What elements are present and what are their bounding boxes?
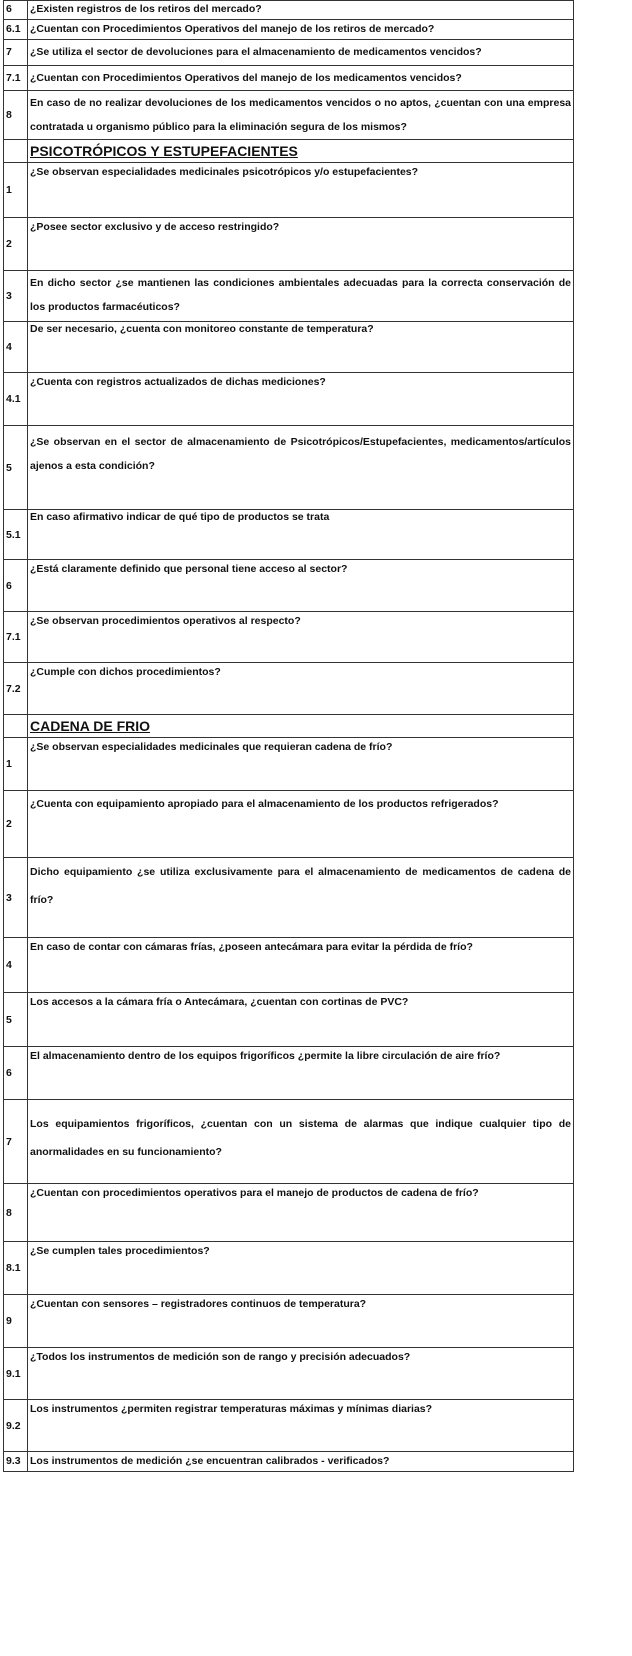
row-number: 6 — [4, 1047, 28, 1100]
question-text: En caso de contar con cámaras frías, ¿poseen antecámara para evitar la pérdida de frío? — [28, 938, 574, 993]
row-number: 2 — [4, 791, 28, 858]
question-text: ¿Existen registros de los retiros del mercado? — [28, 1, 574, 20]
table-row — [4, 426, 574, 510]
question-text: Los instrumentos ¿permiten registrar temperaturas máximas y mínimas diarias? — [28, 1400, 574, 1452]
question-text: ¿Cuentan con Procedimientos Operativos del manejo de los medicamentos vencidos? — [28, 66, 574, 91]
row-number: 7.2 — [4, 663, 28, 715]
table-row — [4, 1, 574, 20]
table-row — [4, 163, 574, 218]
question-text: ¿Cuentan con sensores – registradores continuos de temperatura? — [28, 1295, 574, 1348]
table-row — [4, 66, 574, 91]
question-text: ¿Se observan especialidades medicinales psicotrópicos y/o estupefacientes? — [28, 163, 574, 218]
table-row — [4, 40, 574, 66]
table-row — [4, 560, 574, 612]
question-text: ¿Se cumplen tales procedimientos? — [28, 1242, 574, 1295]
table-row — [4, 1047, 574, 1100]
row-number: 6 — [4, 560, 28, 612]
question-text: El almacenamiento dentro de los equipos frigoríficos ¿permite la libre circulación de aire frío? — [28, 1047, 574, 1100]
row-number: 5 — [4, 426, 28, 510]
checklist-page — [3, 0, 573, 1472]
row-number: 4 — [4, 938, 28, 993]
table-row — [4, 1452, 574, 1472]
row-number: 2 — [4, 218, 28, 271]
row-number: 8 — [4, 91, 28, 140]
table-row — [4, 271, 574, 322]
row-number: 1 — [4, 163, 28, 218]
question-text: ¿Cuenta con registros actualizados de dichas mediciones? — [28, 373, 574, 426]
question-text: ¿Todos los instrumentos de medición son de rango y precisión adecuados? — [28, 1348, 574, 1400]
table-row — [4, 322, 574, 373]
row-number: 9.2 — [4, 1400, 28, 1452]
question-text: En caso de no realizar devoluciones de los medicamentos vencidos o no aptos, ¿cuentan con una empresa contratada u organismo público para la eliminación segura de los mismos? — [28, 91, 574, 140]
row-number-empty — [4, 715, 28, 738]
question-text: En dicho sector ¿se mantienen las condiciones ambientales adecuadas para la correcta conservación de los productos farmacéuticos? — [28, 271, 574, 322]
table-row — [4, 738, 574, 791]
row-number: 4.1 — [4, 373, 28, 426]
row-number: 9.1 — [4, 1348, 28, 1400]
table-row — [4, 1100, 574, 1184]
question-text: Dicho equipamiento ¿se utiliza exclusivamente para el almacenamiento de medicamentos de cadena de frío? — [28, 858, 574, 938]
row-number: 7 — [4, 1100, 28, 1184]
table-row — [4, 1400, 574, 1452]
row-number-empty — [4, 140, 28, 163]
question-text: ¿Cuentan con procedimientos operativos para el manejo de productos de cadena de frío? — [28, 1184, 574, 1242]
table-row — [4, 1242, 574, 1295]
table-row — [4, 373, 574, 426]
row-number: 7.1 — [4, 66, 28, 91]
question-text: De ser necesario, ¿cuenta con monitoreo constante de temperatura? — [28, 322, 574, 373]
question-text: Los equipamientos frigoríficos, ¿cuentan con un sistema de alarmas que indique cualquier tipo de anormalidades en su funcionamiento? — [28, 1100, 574, 1184]
question-text: ¿Está claramente definido que personal tiene acceso al sector? — [28, 560, 574, 612]
row-number: 6 — [4, 1, 28, 20]
table-row — [4, 791, 574, 858]
row-number: 8 — [4, 1184, 28, 1242]
row-number: 6.1 — [4, 20, 28, 40]
question-text: En caso afirmativo indicar de qué tipo de productos se trata — [28, 510, 574, 560]
row-number: 7.1 — [4, 612, 28, 663]
table-row — [4, 938, 574, 993]
question-text: ¿Posee sector exclusivo y de acceso restringido? — [28, 218, 574, 271]
row-number: 4 — [4, 322, 28, 373]
row-number: 9.3 — [4, 1452, 28, 1472]
row-number: 3 — [4, 271, 28, 322]
row-number: 5 — [4, 993, 28, 1047]
section-header-row — [4, 715, 574, 738]
row-number: 5.1 — [4, 510, 28, 560]
section-title: PSICOTRÓPICOS Y ESTUPEFACIENTES — [28, 140, 574, 163]
question-text: Los instrumentos de medición ¿se encuentran calibrados - verificados? — [28, 1452, 574, 1472]
question-text: Los accesos a la cámara fría o Antecámara, ¿cuentan con cortinas de PVC? — [28, 993, 574, 1047]
table-row — [4, 218, 574, 271]
row-number: 1 — [4, 738, 28, 791]
table-row — [4, 91, 574, 140]
table-row — [4, 1295, 574, 1348]
question-text: ¿Cuenta con equipamiento apropiado para el almacenamiento de los productos refrigerados? — [28, 791, 574, 858]
question-text: ¿Cuentan con Procedimientos Operativos del manejo de los retiros de mercado? — [28, 20, 574, 40]
row-number: 8.1 — [4, 1242, 28, 1295]
table-row — [4, 1348, 574, 1400]
section-title: CADENA DE FRIO — [28, 715, 574, 738]
row-number: 9 — [4, 1295, 28, 1348]
question-text: ¿Se utiliza el sector de devoluciones para el almacenamiento de medicamentos vencidos? — [28, 40, 574, 66]
table-row — [4, 993, 574, 1047]
table-row — [4, 858, 574, 938]
table-row — [4, 1184, 574, 1242]
table-row — [4, 20, 574, 40]
question-text: ¿Cumple con dichos procedimientos? — [28, 663, 574, 715]
checklist-table — [3, 0, 574, 1472]
question-text: ¿Se observan en el sector de almacenamiento de Psicotrópicos/Estupefacientes, medicamentos/artículos ajenos a esta condición? — [28, 426, 574, 510]
row-number: 3 — [4, 858, 28, 938]
section-header-row — [4, 140, 574, 163]
table-row — [4, 612, 574, 663]
row-number: 7 — [4, 40, 28, 66]
question-text: ¿Se observan procedimientos operativos al respecto? — [28, 612, 574, 663]
table-row — [4, 663, 574, 715]
table-row — [4, 510, 574, 560]
question-text: ¿Se observan especialidades medicinales que requieran cadena de frío? — [28, 738, 574, 791]
